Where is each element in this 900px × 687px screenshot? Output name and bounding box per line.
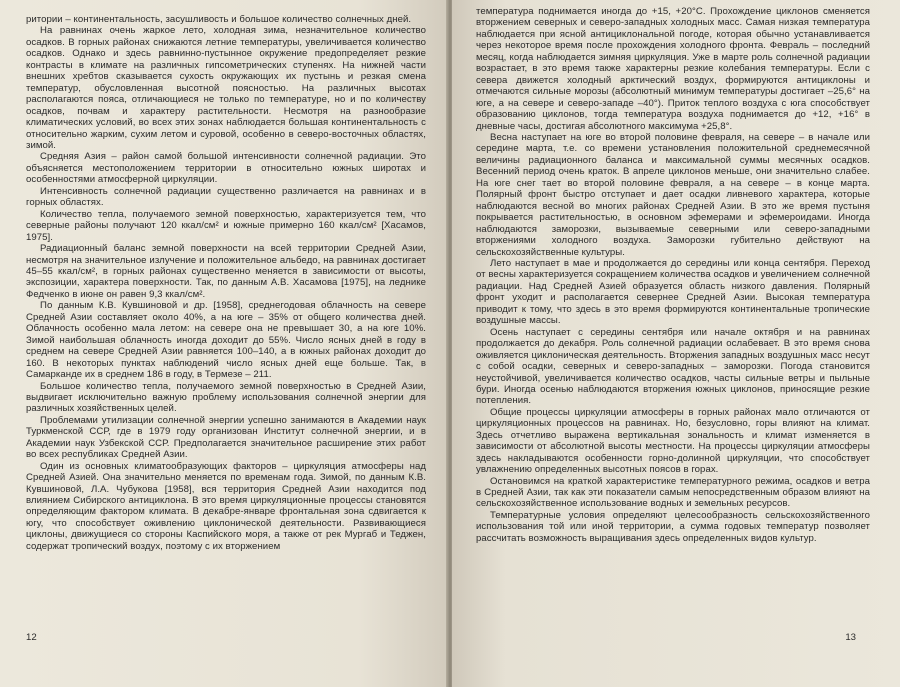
paragraph: Весна наступает на юге во второй половине февраля, на севере – в начале или середине марта, т.е. со времени установления положительной среднемесячной величины радиационного баланса и максимальной суммы месячных осадков. Весенний период очень краток. В апреле циклонов меньше, они значительно слабее. На юге снег тает во второй половине февраля, а на севере – в конце марта. Полярный фронт быстро отступает и дает осадки ливневого характера, которые наблюдаются весной во многих районах Средней Азии. В это же время пустыня покрывается растительностью, в основном эфемерами и эфемероидами. Иногда наблюдаются заморозки, вызываемые северными или северо-западными вторжениями холодного воздуха. Заморозки губительно действуют на сельскохозяйственные культуры. [476, 131, 870, 258]
paragraph: Средняя Азия – район самой большой интенсивности солнечной радиации. Это объясняется местоположением территории в относительно южных широтах и особенностями атмосферной циркуляции. [26, 151, 426, 186]
paragraph: Температурные условия определяют целесообразность сельскохозяйственного использования той или иной территории, а сумма годовых температур позволяет рассчитать возможность выращивания здесь определенных видов культур. [476, 509, 870, 544]
paragraph: Количество тепла, получаемого земной поверхностью, характеризуется тем, что северные районы получают 120 ккал/см² и южные примерно 160 ккал/см² [Хасамов, 1975]. [26, 208, 426, 243]
page-number: 12 [26, 632, 37, 643]
paragraph: По данным К.В. Кувшиновой и др. [1958], среднегодовая облачность на севере Средней Азии составляет около 40%, а на юге – 35% от общего количества дней. Облачность особенно мала летом: на севере она не превышает 30, а на юге 10%. Зимой наибольшая облачность иногда доходит до 55%. Число ясных дней в году в среднем на севере Средней Азии равняется 100–140, а в южных районах доходит до 160. В некоторых пунктах наблюдений число ясных дней еще больше. Так, в Самарканде их в среднем 186 в году, в Термезе – 211. [26, 300, 426, 381]
paragraph: Лето наступает в мае и продолжается до середины или конца сентября. Переход от весны характеризуется сокращением количества осадков и увеличением солнечной радиации. Над Средней Азией образуется область низкого давления. Полярный фронт уходит и располагается севернее Средней Азии. Высокая температура приводит к тому, что здесь в это время формируются континентальные тропические воздушные массы. [476, 257, 870, 327]
page-number: 13 [845, 632, 856, 643]
left-page-text [26, 14, 426, 552]
paragraph: Осень наступает с середины сентября или начале октября и на равнинах продолжается до декабря. Роль солнечной радиации ослабевает. В это время снова оживляется циклоническая деятельность. Вторжения западных воздушных масс несут с собой осадки, северных и северо-западных – заморозки. Погода становится неустойчивой, увеличивается количество осадков, часты сильные ветры и пыльные бури. Иногда осенью наблюдаются вторжения южных циклонов, приносящие резкие потепления. [476, 326, 870, 407]
paragraph: Остановимся на краткой характеристике температурного режима, осадков и ветра в Средней Азии, так как эти показатели самым непосредственным образом влияют на сельскохозяйственное использование водных и земельных ресурсов. [476, 475, 870, 510]
paragraph: Один из основных климатообразующих факторов – циркуляция атмосферы над Средней Азией. Она значительно меняется по временам года. Зимой, по данным К.В. Кувшиновой, Л.А. Чубукова [1958], вся территория Средней Азии находится под влиянием Сибирского антициклона. В это время циркуляционные процессы становятся определяющим фактором климата. В декабре-январе фронтальная зона сдвигается к югу, что способствует оживлению циклонической деятельности. Развивающиеся циклоны, движущиеся со стороны Каспийского моря, а также от рек Мургаб и Теджен, содержат тропический воздух, поэтому с их вторжением [26, 460, 426, 552]
paragraph: Интенсивность солнечной радиации существенно различается на равнинах и в горных областях. [26, 185, 426, 209]
right-page-text [476, 6, 870, 544]
left-page [0, 0, 448, 687]
paragraph: Большое количество тепла, получаемого земной поверхностью в Средней Азии, выдвигает исключительно важную проблему использования солнечной энергии для различных хозяйственных целей. [26, 380, 426, 415]
paragraph: Радиационный баланс земной поверхности на всей территории Средней Азии, несмотря на значительное излучение и положительное альбедо, на равнинах достигает 45–55 ккал/см², в горных районах существенно меняется в зависимости от высоты, экспозиции, характера поверхности. Так, по данным А.В. Хасамова [1975], на леднике Федченко в июне он равен 9,3 ккал/см². [26, 243, 426, 300]
paragraph: Проблемами утилизации солнечной энергии успешно занимаются в Академии наук Туркменской ССР, где в 1979 году организован Институт солнечной энергии, и в Академии наук Узбекской ССР. Предполагается значительное расширение этих работ во всех республиках Средней Азии. [26, 414, 426, 461]
paragraph: ритории – континентальность, засушливость и большое количество солнечных дней. [26, 14, 412, 25]
paragraph: На равнинах очень жаркое лето, холодная зима, незначительное количество осадков. В горных районах снижаются летние температуры, увеличивается количество осадков. Однако и здесь равнинно-пустынное окружение предопределяет резкие контрасты в климате на различных гипсометрических ступенях. На нижней части внешних хребтов сказывается сухость окружающих их пустынь и резкая смена температур, обусловленная высотной поясностью. На различных высотах располагаются пояса, отличающиеся не только по температуре, но и по количеству осадков, почвам и характеру растительности. Несмотря на разнообразие климатических условий, во всех этих зонах наблюдается большая континентальность с относительно жарким, сухим летом и суровой, особенно в северо-восточных областях, зимой. [26, 25, 426, 151]
paragraph: Общие процессы циркуляции атмосферы в горных районах мало отличаются от циркуляционных процессов на равнинах. Но, безусловно, горы влияют на климат. Здесь отчетливо выражена вертикальная зональность и климат изменяется в зависимости от абсолютной высоты местности. На процессы циркуляции атмосферы здесь накладываются особенности горно-долинной циркуляции, что способствует увлажнению определенных высотных поясов в горах. [476, 406, 870, 476]
paragraph: температура поднимается иногда до +15, +20°С. Прохождение циклонов сменяется вторжением северных и северо-западных холодных масс. Самая низкая температура наблюдается при ясной антициклональной погоде, которая обычно устанавливается через некоторое время после прохождения холодного фронта. Февраль – последний месяц, когда наблюдается зимняя циркуляция. Уже в марте роль солнечной радиации возрастает, в это время также характерны резкие колебания температуры. Если с севера движется холодный арктический воздух, формируются антициклоны и отмечаются сильные морозы (абсолютный минимум температуры достигает –25,6° на юге, а на севере и северо-западе –40°). Приток теплого воздуха с юга способствует образованию циклонов, тогда температура воздуха поднимается до +12, +16° в дневные часы, достигая абсолютного максимума +25,8°. [476, 6, 870, 132]
right-page [452, 0, 900, 687]
